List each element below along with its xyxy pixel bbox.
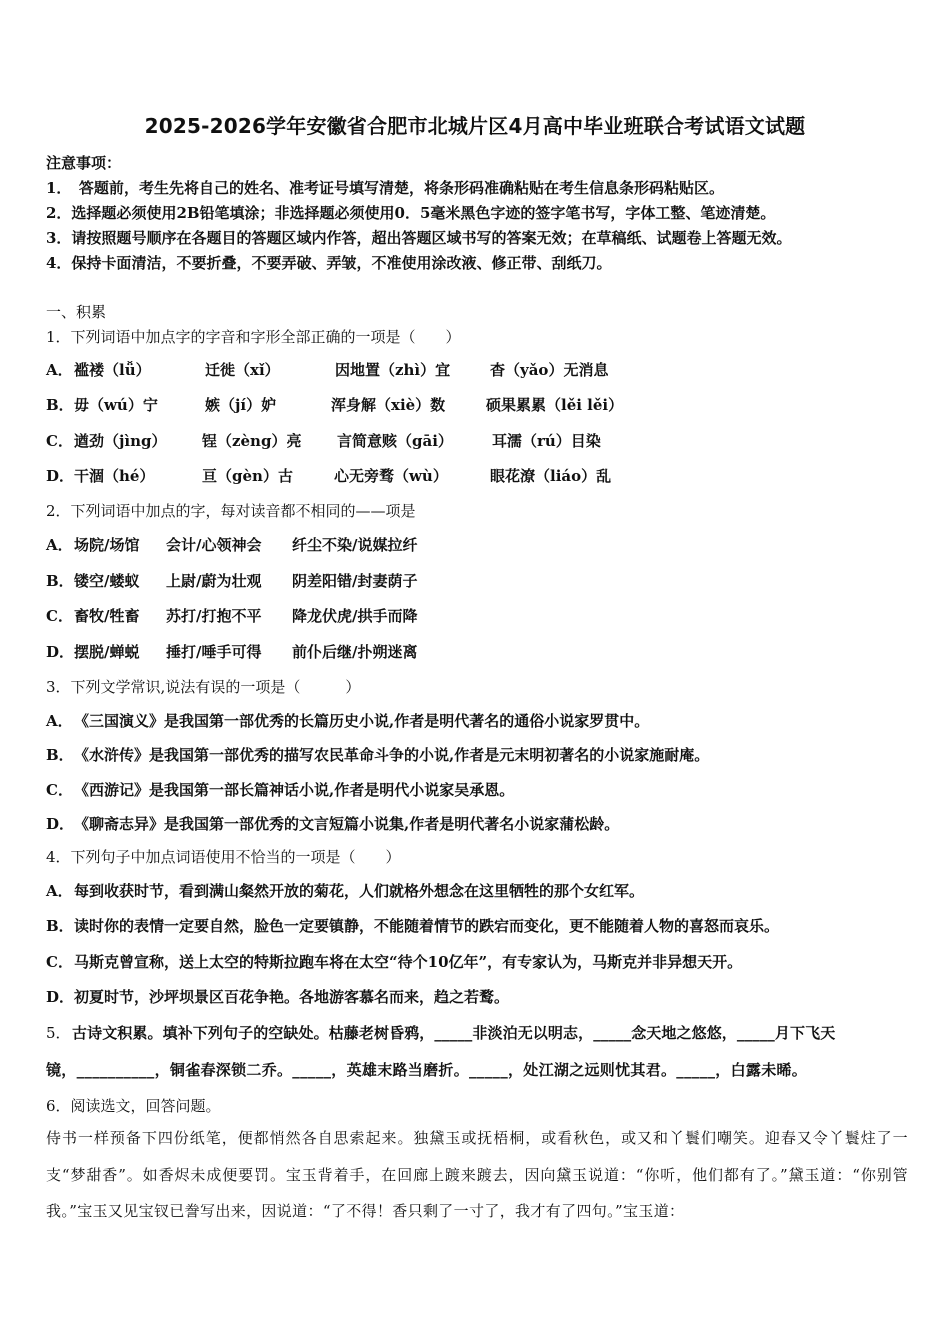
option-label: B． — [46, 572, 74, 590]
option-item: 镂空/蝼蚁 — [74, 572, 140, 590]
option-text: 《聊斋志异》是我国第一部优秀的文言短篇小说集,作者是明代著名小说家蒲松龄。 — [74, 815, 620, 833]
option-text: 《三国演义》是我国第一部优秀的长篇历史小说,作者是明代著名的通俗小说家罗贯中。 — [74, 712, 650, 730]
notice-heading: 注意事项： — [46, 154, 122, 172]
option-item: 阴差阳错/封妻荫子 — [292, 572, 418, 590]
option-item: 褴褛（lǚ） — [74, 361, 151, 379]
option-label: B． — [46, 746, 74, 764]
question-number: 5． — [46, 1024, 71, 1042]
option-text: 读时你的表情一定要自然，脸色一定要镇静，不能随着情节的跌宕而变化，更不能随着人物的喜怒而哀乐。 — [74, 917, 780, 935]
option-item: 干涸（hé） — [74, 467, 155, 485]
option-item: 浑身解（xiè）数 — [331, 396, 446, 414]
option-item: 降龙伏虎/拱手而降 — [292, 607, 418, 625]
option-item: 摆脱/蝉蜕 — [74, 643, 140, 661]
option-item: 迁徙（xǐ） — [205, 361, 280, 379]
option-item: 锃（zèng）亮 — [202, 432, 302, 450]
option-item: 捶打/唾手可得 — [166, 643, 262, 661]
option-item: 硕果累累（lěi lěi） — [486, 396, 624, 414]
option-item: 眼花潦（liáo）乱 — [490, 467, 612, 485]
question-stem: 2．下列词语中加点的字，每对读音都不相同的——项是 — [46, 502, 416, 520]
option-label: C． — [46, 781, 73, 799]
option-item: 苏打/打抱不平 — [166, 607, 262, 625]
option-text: 马斯克曾宣称，送上太空的特斯拉跑车将在太空“待个10亿年”，有专家认为，马斯克并非异想天开。 — [74, 953, 743, 971]
option-item: 因地置（zhì）宜 — [335, 361, 451, 379]
option-text: 《水浒传》是我国第一部优秀的描写农民革命斗争的小说,作者是元末明初著名的小说家施耐庵。 — [74, 746, 710, 764]
option-item: 畜牧/牲畜 — [74, 607, 140, 625]
option-item: 纤尘不染/说媒拉纤 — [292, 536, 418, 554]
option-text: 《西游记》是我国第一部长篇神话小说,作者是明代小说家吴承恩。 — [74, 781, 515, 799]
option-item: 心无旁骛（wù） — [334, 467, 448, 485]
option-label: D． — [46, 988, 75, 1006]
option-item: 前仆后继/扑朔迷离 — [292, 643, 418, 661]
option-label: D． — [46, 815, 75, 833]
option-label: C． — [46, 607, 73, 625]
notice-item: 3．请按照题号顺序在各题目的答题区域内作答，超出答题区域书写的答案无效；在草稿纸、试题卷上答题无效。 — [46, 229, 792, 247]
option-item: 会计/心领神会 — [166, 536, 262, 554]
option-item: 毋（wú）宁 — [74, 396, 158, 414]
option-label: A． — [46, 536, 73, 554]
fill-blank-line: 镜，__________，铜雀春深锁二乔。_____，英雄末路当磨折。_____，处江湖之远则忧其君。_____，白露未晞。 — [46, 1061, 808, 1079]
option-label: A． — [46, 712, 73, 730]
notice-item: 4．保持卡面清洁，不要折叠，不要弄破、弄皱，不准使用涂改液、修正带、刮纸刀。 — [46, 254, 612, 272]
fill-blank-line: 古诗文积累。填补下列句子的空缺处。枯藤老树昏鸦，_____非淡泊无以明志，_____念天地之悠悠，_____月下飞天 — [72, 1024, 836, 1042]
option-item: 杳（yǎo）无消息 — [490, 361, 609, 379]
option-text: 每到收获时节，看到满山粲然开放的菊花，人们就格外想念在这里牺牲的那个女红军。 — [74, 882, 645, 900]
option-label: C． — [46, 432, 73, 450]
section-heading: 一、积累 — [46, 303, 107, 321]
option-label: D． — [46, 643, 75, 661]
option-label: A． — [46, 361, 73, 379]
option-label: B． — [46, 917, 74, 935]
question-stem: 3．下列文学常识,说法有误的一项是（ ） — [46, 678, 361, 696]
option-item: 上尉/蔚为壮观 — [166, 572, 262, 590]
option-item: 亘（gèn）古 — [202, 467, 293, 485]
option-label: A． — [46, 882, 73, 900]
option-item: 嫉（jí）妒 — [205, 396, 277, 414]
question-stem: 4．下列句子中加点词语使用不恰当的一项是（ ） — [46, 848, 401, 866]
notice-item: 1． 答题前，考生先将自己的姓名、准考证号填写清楚，将条形码准确粘贴在考生信息条形码粘贴区。 — [46, 179, 724, 197]
option-label: D． — [46, 467, 75, 485]
exam-title: 2025-2026学年安徽省合肥市北城片区4月高中毕业班联合考试语文试题 — [144, 114, 806, 138]
option-item: 场院/场馆 — [74, 536, 140, 554]
option-label: B． — [46, 396, 74, 414]
notice-item: 2．选择题必须使用2B铅笔填涂；非选择题必须使用0．5毫米黑色字迹的签字笔书写，字体工整、笔迹清楚。 — [46, 204, 776, 222]
option-item: 耳濡（rú）目染 — [492, 432, 601, 450]
option-item: 遒劲（jìng） — [74, 432, 167, 450]
option-label: C． — [46, 953, 73, 971]
reading-passage: 侍书一样预备下四份纸笔，便都悄然各自思索起来。独黛玉或抚梧桐，或看秋色，或又和丫鬟们嘲笑。迎春又令丫鬟炷了一支“梦甜香”。如香烬未成便要罚。宝玉背着手，在回廊上踱来踱去，因向黛玉说道：“你听，他们都有了。”黛玉道：“你别管我。”宝玉又见宝钗已誊写出来，因说道：“了不得！香只剩了一寸了，我才有了四句。”宝玉道： — [46, 1129, 908, 1220]
question-stem: 1．下列词语中加点字的字音和字形全部正确的一项是（ ） — [46, 328, 461, 346]
option-item: 言简意赅（gāi） — [337, 432, 453, 450]
question-stem: 6．阅读选文，回答问题。 — [46, 1097, 221, 1115]
option-text: 初夏时节，沙坪坝景区百花争艳。各地游客慕名而来，趋之若鹜。 — [74, 988, 510, 1006]
